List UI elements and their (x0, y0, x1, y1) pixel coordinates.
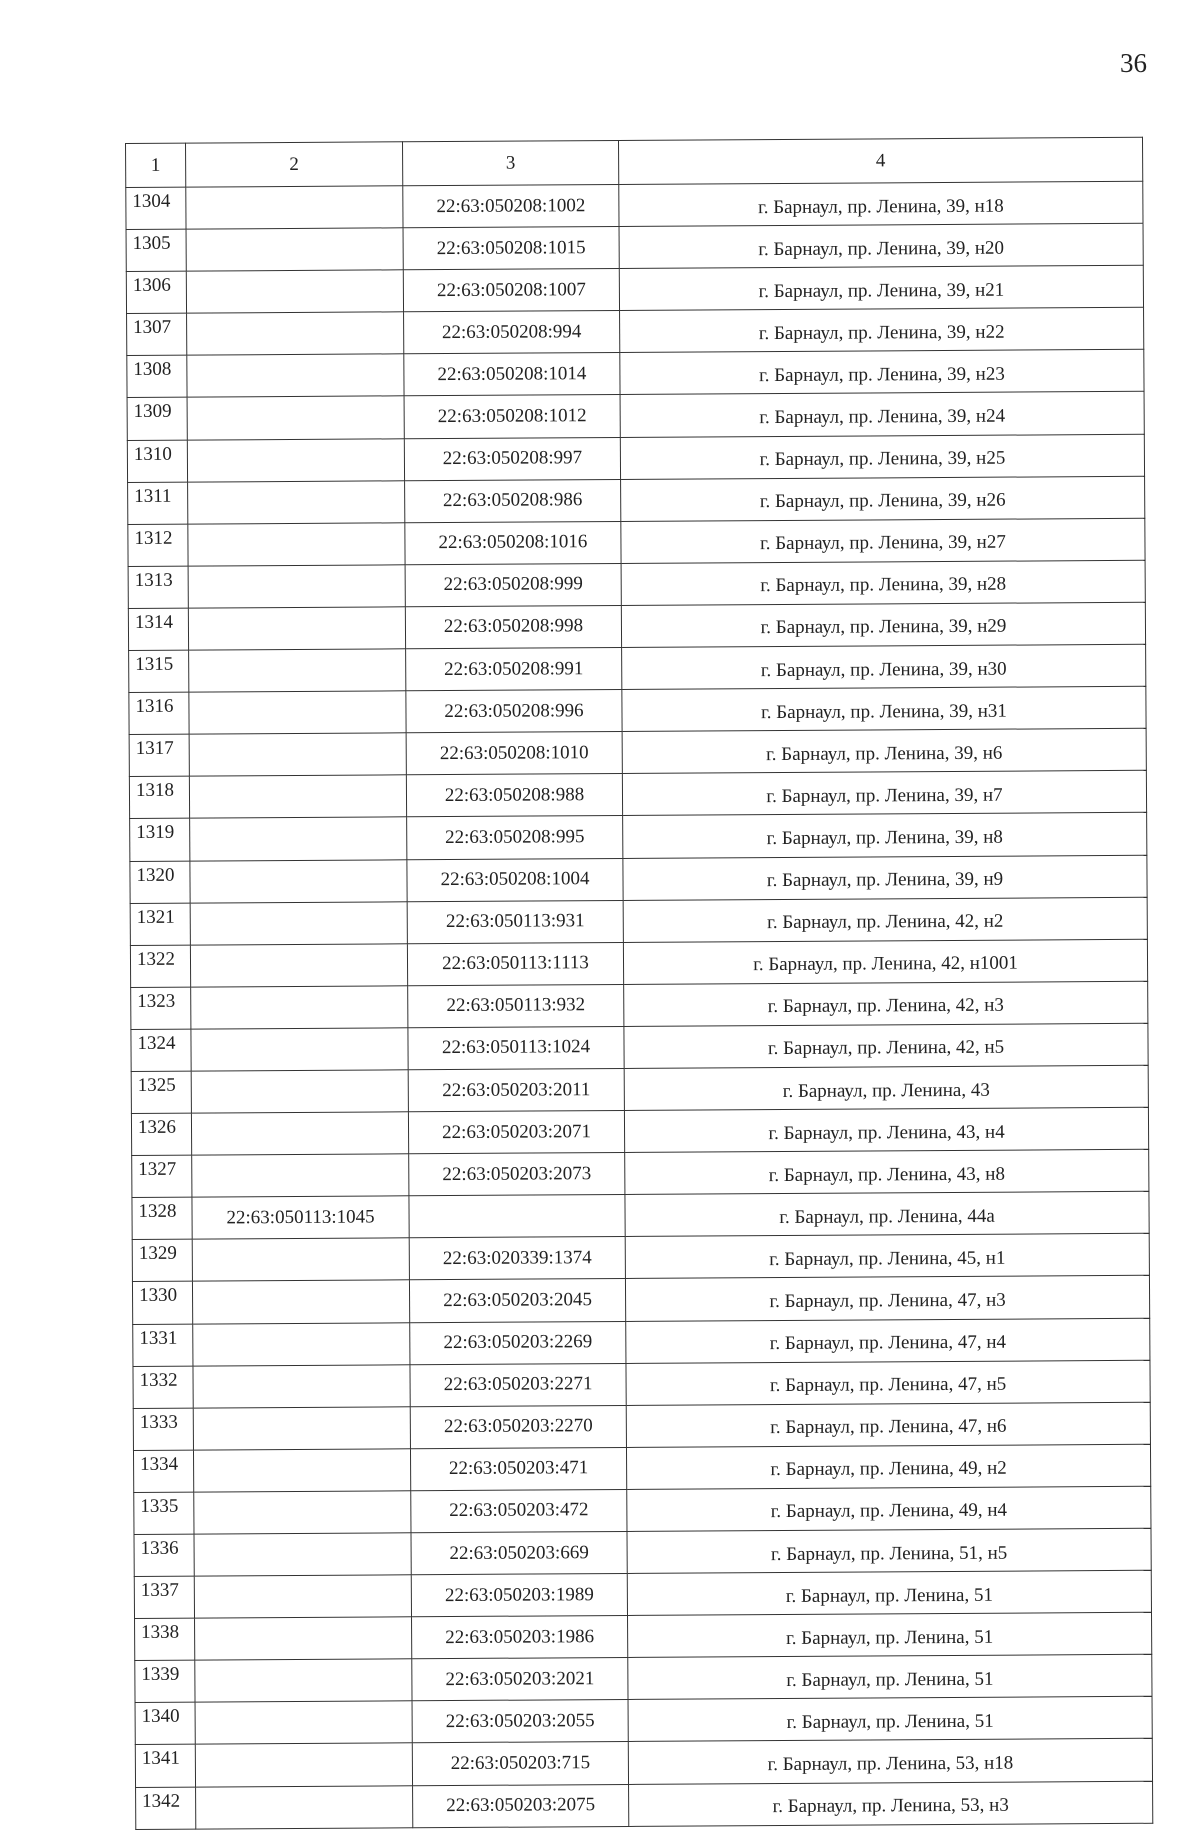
header-col-4: 4 (618, 137, 1142, 184)
table-row (133, 1360, 1150, 1408)
cadastral-number-premises-cell: 22:63:050208:988 (406, 774, 622, 817)
address-cell: г. Барнаул, пр. Ленина, 39, н18 (619, 181, 1143, 226)
address-cell: г. Барнаул, пр. Ленина, 39, н22 (620, 308, 1144, 353)
page-number: 36 (1120, 48, 1147, 78)
row-number-cell: 1317 (129, 734, 189, 776)
header-col-1: 1 (126, 143, 186, 187)
table-header-row (126, 137, 1143, 187)
row-number-cell: 1304 (126, 187, 186, 229)
row-number-cell: 1308 (127, 356, 187, 398)
cadastral-number-building-cell (193, 1449, 410, 1492)
cadastral-number-building-cell (195, 1743, 412, 1786)
cadastral-number-premises-cell: 22:63:020339:1374 (409, 1237, 625, 1280)
row-number-cell: 1311 (128, 482, 188, 524)
cadastral-number-building-cell (196, 1785, 413, 1828)
row-number-cell: 1328 (132, 1197, 192, 1239)
row-number-cell: 1339 (135, 1660, 195, 1702)
cadastral-number-premises-cell: 22:63:050203:2075 (413, 1784, 629, 1827)
cadastral-number-premises-cell: 22:63:050208:991 (406, 648, 622, 691)
register-table (125, 137, 1153, 1830)
cadastral-number-building-cell (189, 733, 406, 776)
table-row (128, 476, 1145, 524)
row-number-cell: 1310 (127, 440, 187, 482)
cadastral-number-building-cell (193, 1407, 410, 1450)
table-row (129, 771, 1146, 819)
row-number-cell: 1312 (128, 524, 188, 566)
cadastral-number-premises-cell: 22:63:050203:1986 (412, 1616, 628, 1659)
table-row (128, 602, 1145, 650)
cadastral-number-building-cell (187, 396, 404, 439)
cadastral-number-building-cell (189, 775, 406, 818)
cadastral-number-premises-cell: 22:63:050203:2045 (409, 1279, 625, 1322)
address-cell: г. Барнаул, пр. Ленина, 43 (624, 1065, 1148, 1110)
address-cell: г. Барнаул, пр. Ленина, 39, н28 (621, 560, 1145, 605)
cadastral-number-premises-cell: 22:63:050203:2270 (410, 1405, 626, 1448)
table-row (136, 1781, 1153, 1829)
address-cell: г. Барнаул, пр. Ленина, 43, н4 (624, 1107, 1148, 1152)
table-row (135, 1655, 1152, 1703)
address-cell: г. Барнаул, пр. Ленина, 47, н6 (626, 1402, 1150, 1447)
row-number-cell: 1337 (134, 1576, 194, 1618)
row-number-cell: 1318 (129, 776, 189, 818)
cadastral-number-building-cell (188, 523, 405, 566)
cadastral-number-building-cell (194, 1575, 411, 1618)
cadastral-number-premises-cell: 22:63:050203:2271 (410, 1363, 626, 1406)
cadastral-number-premises-cell: 22:63:050208:998 (405, 605, 621, 648)
cadastral-number-building-cell (193, 1364, 410, 1407)
row-number-cell: 1340 (135, 1702, 195, 1744)
address-cell: г. Барнаул, пр. Ленина, 49, н2 (626, 1444, 1150, 1489)
cadastral-number-premises-cell (409, 1195, 625, 1238)
cadastral-number-building-cell (194, 1533, 411, 1576)
row-number-cell: 1305 (126, 229, 186, 271)
cadastral-number-premises-cell: 22:63:050208:1010 (406, 732, 622, 775)
address-cell: г. Барнаул, пр. Ленина, 39, н25 (620, 434, 1144, 479)
row-number-cell: 1324 (131, 1029, 191, 1071)
table-row (126, 223, 1143, 271)
cadastral-number-premises-cell: 22:63:050208:1015 (403, 227, 619, 270)
row-number-cell: 1307 (127, 313, 187, 355)
table-row (131, 1065, 1148, 1113)
cadastral-number-premises-cell: 22:63:050208:999 (405, 563, 621, 606)
address-cell: г. Барнаул, пр. Ленина, 39, н30 (622, 644, 1146, 689)
row-number-cell: 1336 (134, 1534, 194, 1576)
cadastral-number-building-cell (195, 1617, 412, 1660)
cadastral-number-building-cell (192, 1154, 409, 1197)
cadastral-number-building-cell (194, 1491, 411, 1534)
table-row (132, 1149, 1149, 1197)
address-cell: г. Барнаул, пр. Ленина, 51 (628, 1655, 1152, 1700)
cadastral-number-premises-cell: 22:63:050203:2055 (412, 1700, 628, 1743)
address-cell: г. Барнаул, пр. Ленина, 39, н24 (620, 392, 1144, 437)
cadastral-number-premises-cell: 22:63:050203:715 (412, 1742, 628, 1785)
table-row (131, 981, 1148, 1029)
address-cell: г. Барнаул, пр. Ленина, 49, н4 (627, 1486, 1151, 1531)
row-number-cell: 1327 (132, 1155, 192, 1197)
address-cell: г. Барнаул, пр. Ленина, 47, н4 (626, 1318, 1150, 1363)
table-row (128, 518, 1145, 566)
row-number-cell: 1316 (129, 692, 189, 734)
cadastral-number-premises-cell: 22:63:050208:997 (404, 437, 620, 480)
row-number-cell: 1306 (126, 271, 186, 313)
row-number-cell: 1338 (135, 1618, 195, 1660)
address-cell: г. Барнаул, пр. Ленина, 44а (625, 1192, 1149, 1237)
row-number-cell: 1332 (133, 1366, 193, 1408)
table-row (133, 1444, 1150, 1492)
cadastral-number-building-cell (193, 1322, 410, 1365)
address-cell: г. Барнаул, пр. Ленина, 39, н7 (622, 771, 1146, 816)
cadastral-number-building-cell (188, 480, 405, 523)
cadastral-number-building-cell (191, 1112, 408, 1155)
row-number-cell: 1323 (131, 987, 191, 1029)
table-row (132, 1276, 1149, 1324)
address-cell: г. Барнаул, пр. Ленина, 42, н1001 (623, 939, 1147, 984)
table-row (134, 1528, 1151, 1576)
address-cell: г. Барнаул, пр. Ленина, 47, н5 (626, 1360, 1150, 1405)
cadastral-number-building-cell (195, 1659, 412, 1702)
table-row (128, 560, 1145, 608)
address-cell: г. Барнаул, пр. Ленина, 39, н8 (623, 813, 1147, 858)
table-row (126, 181, 1143, 229)
cadastral-number-premises-cell: 22:63:050203:2011 (408, 1068, 624, 1111)
address-cell: г. Барнаул, пр. Ленина, 45, н1 (625, 1234, 1149, 1279)
address-cell: г. Барнаул, пр. Ленина, 51 (628, 1697, 1152, 1742)
cadastral-number-premises-cell: 22:63:050208:995 (407, 816, 623, 859)
address-cell: г. Барнаул, пр. Ленина, 53, н3 (629, 1781, 1153, 1826)
table-row (130, 897, 1147, 945)
header-col-2: 2 (186, 142, 403, 187)
table-row (129, 644, 1146, 692)
cadastral-number-building-cell (192, 1238, 409, 1281)
table-row (127, 350, 1144, 398)
address-cell: г. Барнаул, пр. Ленина, 42, н2 (623, 897, 1147, 942)
table-row (130, 939, 1147, 987)
cadastral-number-premises-cell: 22:63:050203:2021 (412, 1658, 628, 1701)
cadastral-number-premises-cell: 22:63:050208:1007 (403, 269, 619, 312)
cadastral-number-premises-cell: 22:63:050113:1024 (408, 1026, 624, 1069)
header-col-3: 3 (402, 140, 618, 185)
row-number-cell: 1335 (134, 1492, 194, 1534)
row-number-cell: 1309 (127, 398, 187, 440)
table-row (132, 1234, 1149, 1282)
cadastral-number-premises-cell: 22:63:050113:1113 (407, 942, 623, 985)
cadastral-number-building-cell (187, 312, 404, 355)
cadastral-number-building-cell (188, 565, 405, 608)
cadastral-number-building-cell (191, 1070, 408, 1113)
table-row (127, 308, 1144, 356)
row-number-cell: 1319 (130, 819, 190, 861)
cadastral-number-premises-cell: 22:63:050113:931 (407, 900, 623, 943)
table-row (130, 813, 1147, 861)
address-cell: г. Барнаул, пр. Ленина, 39, н27 (621, 518, 1145, 563)
table-row (132, 1192, 1149, 1240)
table-row (126, 265, 1143, 313)
table-body (126, 137, 1153, 1829)
cadastral-number-premises-cell: 22:63:050208:996 (406, 690, 622, 733)
address-cell: г. Барнаул, пр. Ленина, 39, н21 (619, 265, 1143, 310)
cadastral-number-building-cell (190, 817, 407, 860)
cadastral-number-premises-cell: 22:63:050208:1014 (404, 353, 620, 396)
row-number-cell: 1334 (133, 1450, 193, 1492)
cadastral-number-building-cell (190, 859, 407, 902)
cadastral-number-premises-cell: 22:63:050113:932 (408, 984, 624, 1027)
cadastral-number-building-cell (187, 354, 404, 397)
cadastral-number-premises-cell: 22:63:050203:472 (411, 1489, 627, 1532)
cadastral-number-premises-cell: 22:63:050203:1989 (411, 1574, 627, 1617)
table-row (127, 392, 1144, 440)
address-cell: г. Барнаул, пр. Ленина, 43, н8 (625, 1149, 1149, 1194)
address-cell: г. Барнаул, пр. Ленина, 42, н3 (624, 981, 1148, 1026)
row-number-cell: 1341 (135, 1745, 195, 1787)
cadastral-number-premises-cell: 22:63:050208:986 (405, 479, 621, 522)
cadastral-number-building-cell: 22:63:050113:1045 (192, 1196, 409, 1239)
cadastral-number-premises-cell: 22:63:050208:1016 (405, 521, 621, 564)
cadastral-number-building-cell (189, 649, 406, 692)
table-row (129, 686, 1146, 734)
address-cell: г. Барнаул, пр. Ленина, 39, н23 (620, 350, 1144, 395)
table-row (133, 1402, 1150, 1450)
cadastral-number-building-cell (190, 943, 407, 986)
cadastral-number-building-cell (186, 270, 403, 313)
cadastral-number-building-cell (192, 1280, 409, 1323)
table-row (135, 1739, 1152, 1787)
cadastral-number-building-cell (190, 901, 407, 944)
row-number-cell: 1331 (133, 1324, 193, 1366)
address-cell: г. Барнаул, пр. Ленина, 39, н26 (621, 476, 1145, 521)
address-cell: г. Барнаул, пр. Ленина, 51 (628, 1612, 1152, 1657)
table-row (133, 1318, 1150, 1366)
row-number-cell: 1314 (128, 608, 188, 650)
cadastral-number-premises-cell: 22:63:050203:2071 (408, 1111, 624, 1154)
cadastral-number-premises-cell: 22:63:050203:2073 (409, 1153, 625, 1196)
address-cell: г. Барнаул, пр. Ленина, 39, н29 (621, 602, 1145, 647)
cadastral-number-building-cell (191, 1028, 408, 1071)
cadastral-number-premises-cell: 22:63:050208:1002 (403, 184, 619, 227)
table-row (134, 1570, 1151, 1618)
row-number-cell: 1330 (132, 1282, 192, 1324)
table-row (135, 1612, 1152, 1660)
row-number-cell: 1321 (130, 903, 190, 945)
address-cell: г. Барнаул, пр. Ленина, 53, н18 (628, 1739, 1152, 1784)
address-cell: г. Барнаул, пр. Ленина, 51 (627, 1570, 1151, 1615)
table-row (131, 1023, 1148, 1071)
address-cell: г. Барнаул, пр. Ленина, 39, н6 (622, 728, 1146, 773)
cadastral-number-premises-cell: 22:63:050203:471 (410, 1447, 626, 1490)
cadastral-number-building-cell (187, 438, 404, 481)
row-number-cell: 1313 (128, 566, 188, 608)
cadastral-number-building-cell (188, 607, 405, 650)
address-cell: г. Барнаул, пр. Ленина, 39, н9 (623, 855, 1147, 900)
row-number-cell: 1315 (129, 650, 189, 692)
table-row (130, 855, 1147, 903)
cadastral-number-building-cell (186, 186, 403, 229)
address-cell: г. Барнаул, пр. Ленина, 39, н31 (622, 686, 1146, 731)
cadastral-number-premises-cell: 22:63:050208:1004 (407, 858, 623, 901)
cadastral-number-premises-cell: 22:63:050203:669 (411, 1531, 627, 1574)
cadastral-number-building-cell (189, 691, 406, 734)
address-cell: г. Барнаул, пр. Ленина, 39, н20 (619, 223, 1143, 268)
row-number-cell: 1325 (131, 1071, 191, 1113)
cadastral-number-building-cell (195, 1701, 412, 1744)
row-number-cell: 1329 (132, 1239, 192, 1281)
row-number-cell: 1333 (133, 1408, 193, 1450)
cadastral-number-building-cell (191, 986, 408, 1029)
table-row (127, 434, 1144, 482)
cadastral-number-premises-cell: 22:63:050208:1012 (404, 395, 620, 438)
address-cell: г. Барнаул, пр. Ленина, 42, н5 (624, 1023, 1148, 1068)
table-row (134, 1486, 1151, 1534)
table-row (131, 1107, 1148, 1155)
row-number-cell: 1320 (130, 861, 190, 903)
cadastral-number-building-cell (186, 228, 403, 271)
address-cell: г. Барнаул, пр. Ленина, 47, н3 (625, 1276, 1149, 1321)
cadastral-number-premises-cell: 22:63:050208:994 (404, 311, 620, 354)
address-cell: г. Барнаул, пр. Ленина, 51, н5 (627, 1528, 1151, 1573)
table-row (129, 728, 1146, 776)
row-number-cell: 1326 (131, 1113, 191, 1155)
cadastral-number-premises-cell: 22:63:050203:2269 (410, 1321, 626, 1364)
row-number-cell: 1322 (130, 945, 190, 987)
table-row (135, 1697, 1152, 1745)
row-number-cell: 1342 (136, 1787, 196, 1829)
